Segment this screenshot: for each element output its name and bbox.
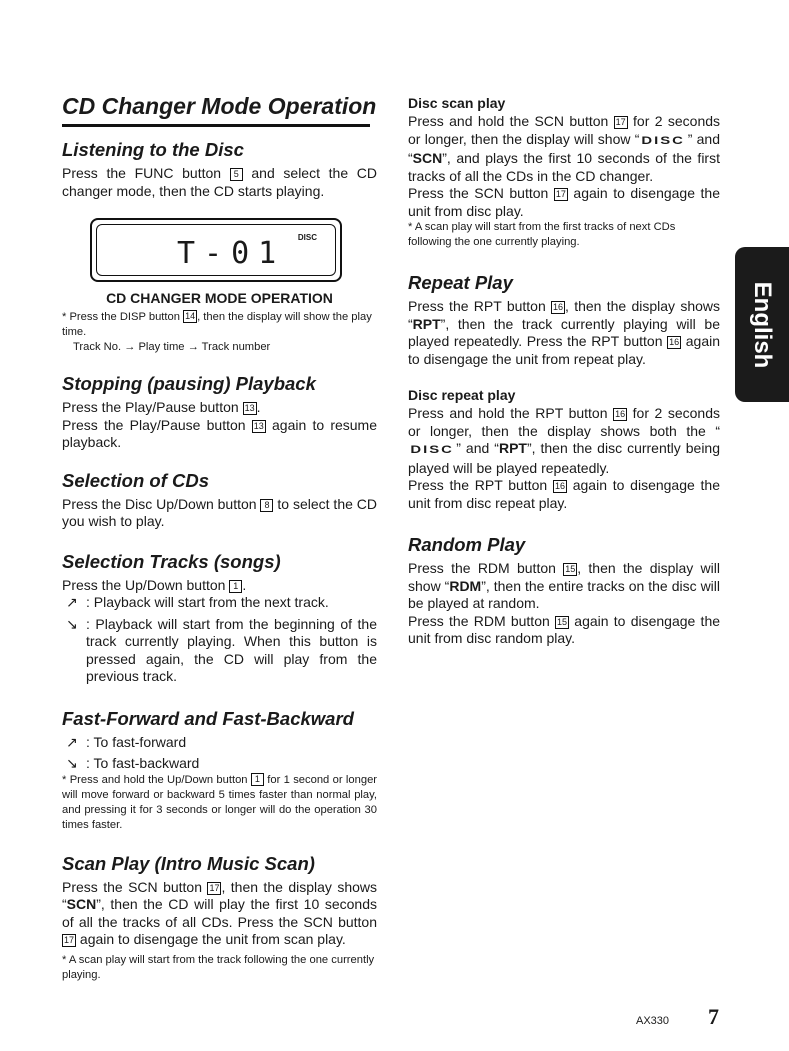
listening-heading: Listening to the Disc bbox=[62, 139, 244, 160]
fast-note: * Press and hold the Up/Down button 1 for 1 second or longer will move forward or backward 5 times faster than normal play, and pressing it for 3 seconds or longer will do the operation 30 times faster. bbox=[62, 773, 378, 831]
figure-caption: CD CHANGER MODE OPERATION bbox=[106, 290, 333, 306]
disp-sequence-note: Track No. → Play time → Track number bbox=[73, 341, 271, 353]
updown-key-icon-2: 1 bbox=[251, 773, 264, 786]
selection-cds-text: Press the Disc Up/Down button 8 to select the CD you wish to play. bbox=[62, 495, 378, 529]
stopping-line-2: Press the Play/Pause button 13 again to resume playback. bbox=[62, 416, 377, 450]
disc-scan-text: Press and hold the SCN button 17 for 2 seconds or longer, then the display will show “ DISC ” and “SCN”, and plays the first 10 seconds of the first tracks of all the CDs in the CD changer. bbox=[408, 113, 721, 184]
fast-heading: Fast-Forward and Fast-Backward bbox=[62, 707, 354, 729]
scan-heading: Scan Play (Intro Music Scan) bbox=[62, 852, 315, 874]
rpt-key-icon-3: 16 bbox=[615, 409, 626, 419]
disc-repeat-disengage: Press the RPT button 16 again to disengage the unit from disc repeat play. bbox=[408, 477, 721, 511]
lcd-track-readout: T-01 bbox=[177, 236, 286, 271]
random-heading: Random Play bbox=[408, 534, 526, 555]
rpt-key-icon: 16 bbox=[553, 302, 564, 312]
disc-repeat-text: Press and hold the RPT button 16 for 2 seconds or longer, then the display shows both the “DISC ” and “RPT”, then the disc currently being played will be played repeatedly. bbox=[408, 405, 720, 477]
repeat-text: Press the RPT button 16 , then the display shows “RPT”, then the track currently playing will be played repeatedly. Press the RPT button 16 again to disengage the unit from repeat play. bbox=[408, 298, 721, 367]
rdm-key-icon-2: 15 bbox=[557, 616, 568, 627]
scan-text: Press the SCN button 17 , then the display shows “SCN”, then the CD will play the first 10 seconds of all the tracks of all CDs. Press the SCN button 17 again to disengage the unit from scan play. bbox=[62, 878, 378, 947]
disc-repeat-heading: Disc repeat play bbox=[408, 387, 516, 403]
play-pause-key-icon: 13 bbox=[244, 403, 255, 413]
scn-key-icon-3: 17 bbox=[615, 117, 626, 127]
disc-scan-disengage: Press the SCN button 17 again to disengage the unit from disc play. bbox=[408, 185, 720, 219]
fast-backward-row: ↘ : To fast-backward bbox=[62, 755, 377, 773]
scn-key-icon: 17 bbox=[209, 882, 220, 893]
listening-text: Press the FUNC button 5 and select the CD changer mode, then the CD starts playing. bbox=[62, 165, 377, 199]
lcd-display-figure bbox=[90, 218, 342, 282]
up-arrow-icon: ↗ bbox=[66, 733, 78, 750]
disc-display-word-2: DISC bbox=[410, 444, 454, 456]
selection-tracks-heading: Selection Tracks (songs) bbox=[62, 550, 281, 572]
repeat-heading: Repeat Play bbox=[408, 272, 513, 293]
right-column bbox=[408, 95, 720, 648]
footer-model: AX330 bbox=[636, 1015, 670, 1027]
track-down-row: ↘ : Playback will start from the beginning of the track currently playing. When this button is pressed again, the CD will play from the previous track. bbox=[62, 616, 377, 686]
page-number: 7 bbox=[708, 1004, 719, 1029]
stopping-heading: Stopping (pausing) Playback bbox=[62, 373, 316, 394]
scn-key-icon-2: 17 bbox=[64, 935, 75, 945]
disc-scan-heading: Disc scan play bbox=[408, 95, 506, 111]
play-pause-key-icon-2: 13 bbox=[253, 420, 264, 431]
track-up-row: ↗ : Playback will start from the next track. bbox=[62, 594, 377, 612]
disc-display-word: DISC bbox=[641, 134, 686, 147]
language-tab-label: English bbox=[749, 281, 776, 369]
lcd-disc-label: DISC bbox=[297, 233, 317, 242]
disp-note: * Press the DISP button 14 , then the display will show the play time. bbox=[62, 311, 372, 338]
rdm-key-icon: 15 bbox=[565, 564, 576, 574]
updown-key-icon: 1 bbox=[229, 580, 242, 593]
disp-key-icon: 14 bbox=[185, 311, 196, 321]
func-key-icon: 5 bbox=[230, 168, 243, 181]
fast-forward-row: ↗ : To fast-forward bbox=[62, 734, 377, 752]
down-arrow-icon: ↘ bbox=[66, 755, 78, 771]
selection-cds-heading: Selection of CDs bbox=[62, 469, 209, 491]
disc-scan-note: * A scan play will start from the first tracks of next CDs following the one currently playing. bbox=[408, 221, 676, 248]
lcd-inner-frame bbox=[96, 224, 336, 276]
left-column bbox=[62, 92, 377, 983]
language-tab bbox=[735, 247, 789, 402]
stopping-line-1: Press the Play/Pause button 13 . bbox=[62, 399, 261, 415]
random-disengage: Press the RDM button 15 again to disengage the unit from disc random play. bbox=[408, 612, 721, 646]
disc-updown-key-icon: 8 bbox=[260, 499, 273, 512]
random-text: Press the RDM button 15 , then the display will show “RDM”, then the entire tracks on the disc will be played at random. bbox=[408, 560, 721, 611]
down-arrow-icon: ↘ bbox=[66, 615, 78, 632]
rpt-key-icon-2: 16 bbox=[669, 337, 680, 347]
page-title: CD Changer Mode Operation bbox=[62, 92, 370, 127]
rpt-key-icon-4: 16 bbox=[554, 481, 565, 491]
selection-tracks-text: Press the Up/Down button 1 . bbox=[62, 576, 247, 593]
scan-note: * A scan play will start from the track following the one currently playing. bbox=[62, 953, 375, 981]
up-arrow-icon: ↗ bbox=[66, 594, 78, 610]
scn-key-icon-4: 17 bbox=[555, 189, 566, 199]
